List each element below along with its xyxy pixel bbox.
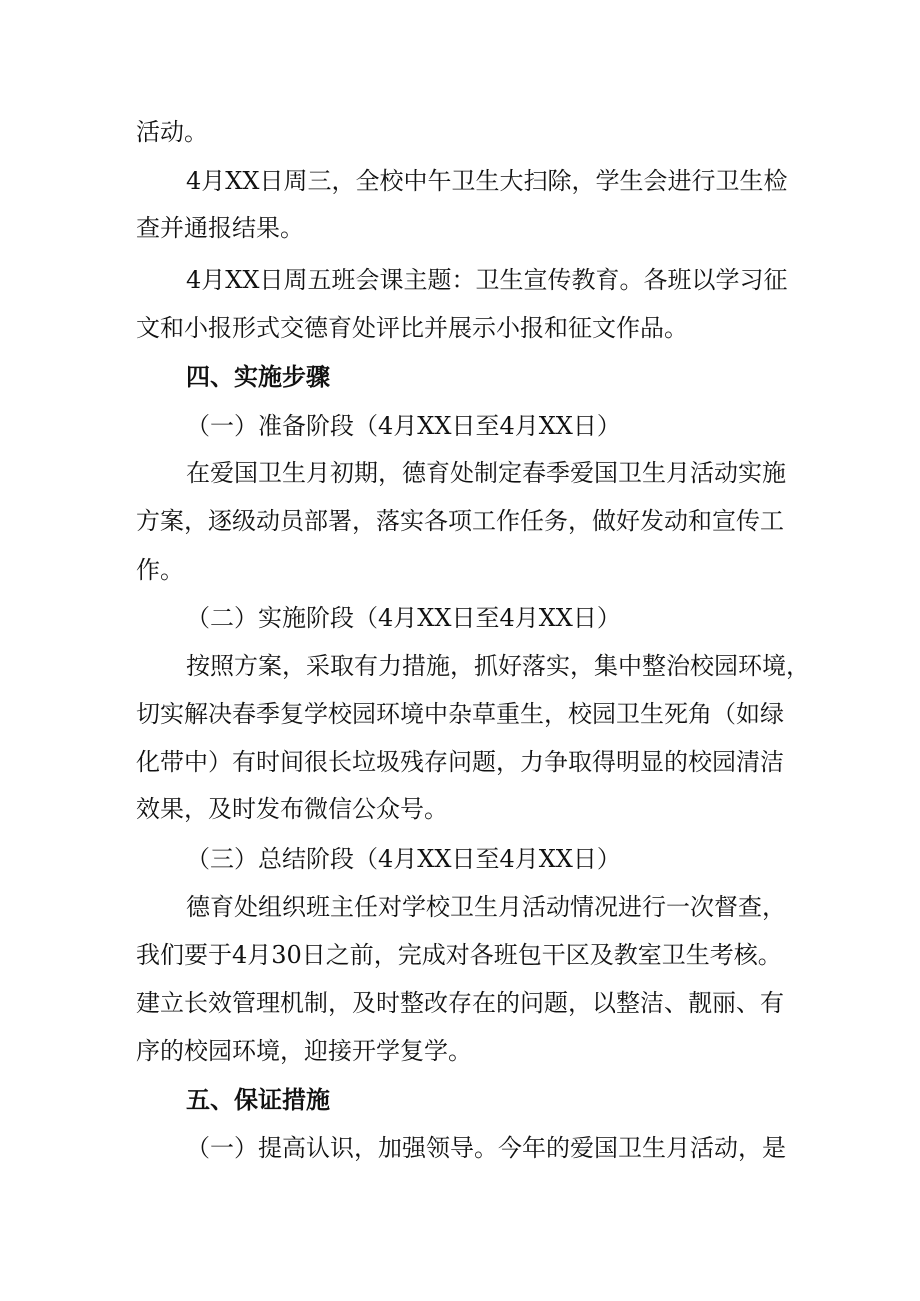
paragraph-line: 德育处组织班主任对学校卫生月活动情况进行一次督查， — [186, 893, 786, 921]
section-heading: 四、实施步骤 — [186, 363, 330, 391]
paragraph-line: 按照方案，采取有力措施，抓好落实，集中整治校园环境， — [186, 652, 810, 680]
subsection-heading: （二）实施阶段（4月XX日至4月XX日） — [186, 604, 621, 632]
paragraph-line: 活动。 — [136, 118, 208, 146]
paragraph-line: 建立长效管理机制，及时整改存在的问题，以整洁、靓丽、有 — [136, 989, 784, 1017]
paragraph-line: 查并通报结果。 — [136, 214, 304, 242]
paragraph-line: （一）提高认识，加强领导。今年的爱国卫生月活动，是 — [186, 1134, 786, 1162]
section-heading: 五、保证措施 — [186, 1086, 330, 1114]
paragraph-line: 文和小报形式交德育处评比并展示小报和征文作品。 — [136, 314, 688, 342]
paragraph-line: 我们要于4月30日之前，完成对各班包干区及教室卫生考核。 — [136, 941, 782, 969]
paragraph-line: 效果，及时发布微信公众号。 — [136, 795, 448, 823]
paragraph-line: 4月XX日周五班会课主题：卫生宣传教育。各班以学习征 — [186, 266, 788, 294]
paragraph-line: 切实解决春季复学校园环境中杂草重生，校园卫生死角（如绿 — [136, 700, 784, 728]
paragraph-line: 4月XX日周三，全校中午卫生大扫除，学生会进行卫生检 — [186, 167, 788, 195]
paragraph-line: 化带中）有时间很长垃圾残存问题，力争取得明显的校园清洁 — [136, 748, 784, 776]
paragraph-line: 序的校园环境，迎接开学复学。 — [136, 1037, 472, 1065]
paragraph-line: 方案，逐级动员部署，落实各项工作任务，做好发动和宣传工 — [136, 507, 784, 535]
subsection-heading: （三）总结阶段（4月XX日至4月XX日） — [186, 845, 621, 873]
subsection-heading: （一）准备阶段（4月XX日至4月XX日） — [186, 412, 621, 440]
paragraph-line: 在爱国卫生月初期，德育处制定春季爱国卫生月活动实施 — [186, 459, 786, 487]
paragraph-line: 作。 — [136, 556, 184, 584]
